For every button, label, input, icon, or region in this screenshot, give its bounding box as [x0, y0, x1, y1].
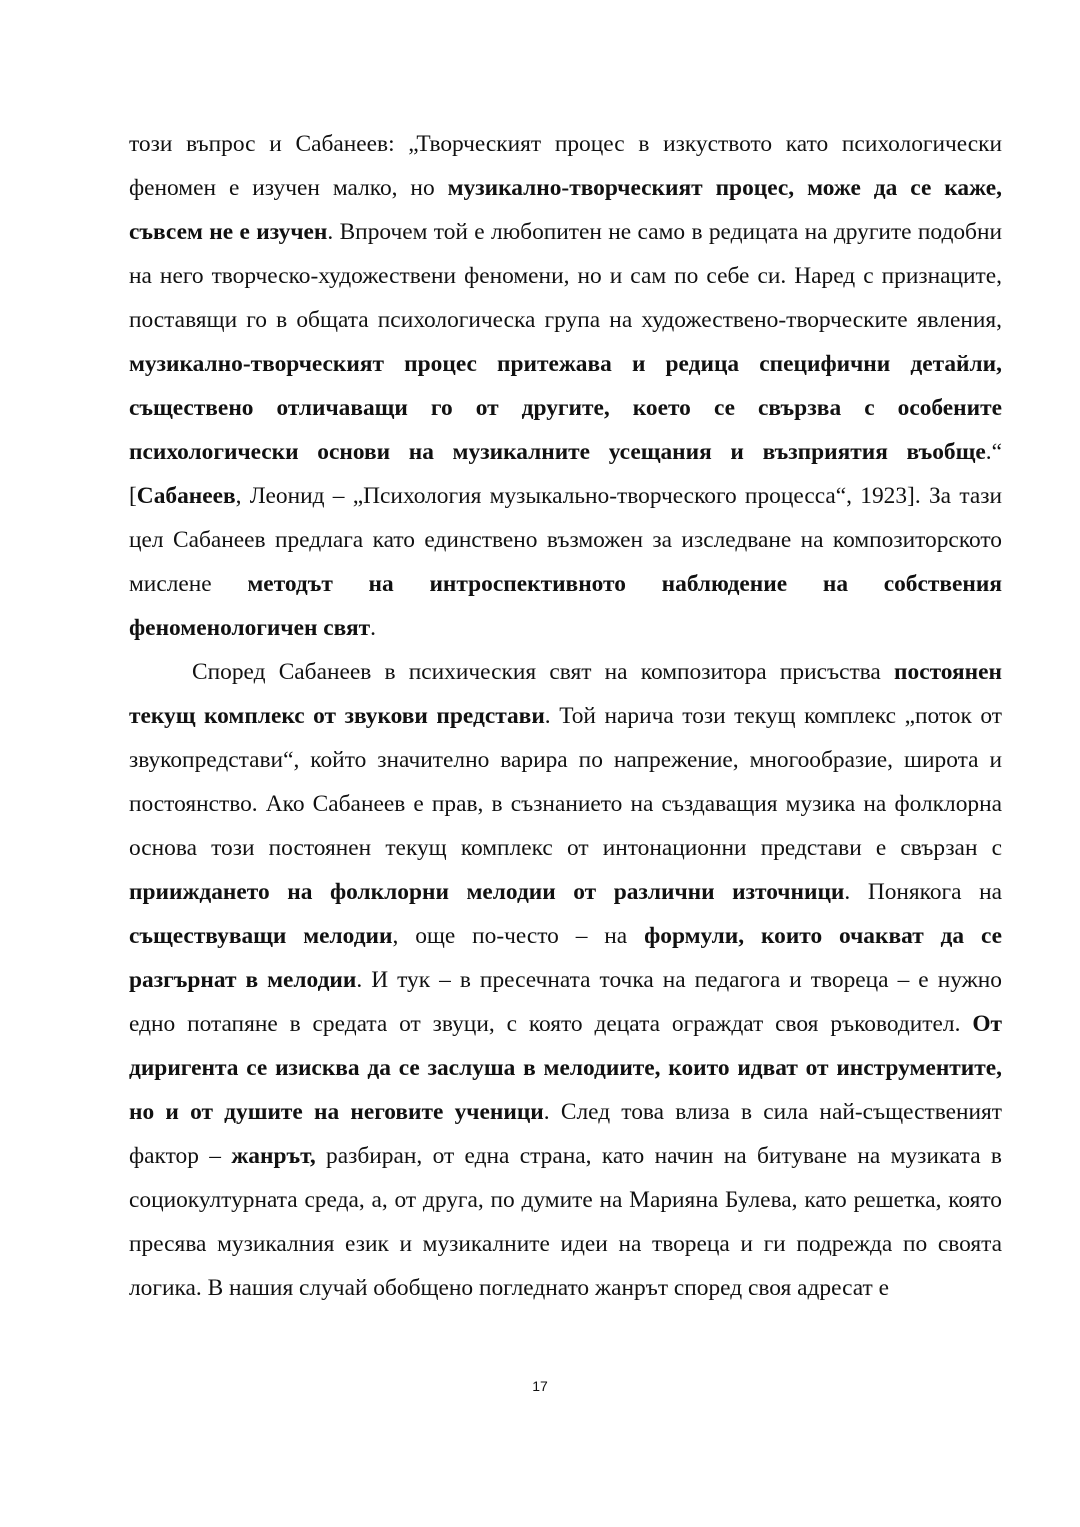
bold-text-segment: От диригента се изисква да се заслуша в мелодиите, които идват от инструментите, но и от душите на неговите ученици: [129, 1011, 1002, 1125]
bold-text-segment: формули, които очакват да се разгърнат в мелодии: [129, 923, 1002, 993]
text-segment: . Той нарича този текущ комплекс „поток от звукопредстави“, който значително варира по напрежение, многообразие, широта и постоянство. Ако Сабанеев е прав, в съзнанието на създаващия музика на фолклорна основа този постоянен текущ комплекс от интонационни представи е свързан с: [129, 703, 1002, 861]
text-segment: . И тук – в пресечната точка на педагога и твореца – е нужно едно потапяне в средата от звуци, с която децата ограждат своя ръководител.: [129, 967, 1002, 1037]
text-segment: . След това влиза в сила най-същественият фактор –: [129, 1099, 1002, 1169]
text-segment: , още по-често – на: [392, 923, 645, 949]
bold-text-segment: прииждането на фолклорни мелодии от различни източници: [129, 879, 845, 905]
text-segment: разбиран, от една страна, като начин на битуване на музиката в социокултурната среда, а, от друга, по думите на Марияна Булева, като решетка, която пресява музикалния език и музикалните идеи на твореца и ги подрежда по своята логика. В нашия случай обобщено погледнато жанрът според своя адресат е: [129, 1143, 1002, 1301]
page-number: 17: [532, 1378, 548, 1394]
text-segment: . Впрочем той е любопитен не само в редицата на другите подобни на него творческо-художествени феномени, но и сам по себе си. Наред с признаците, поставящи го в общата психологическа група на художествено-творческите явления,: [129, 219, 1002, 333]
paragraph: [129, 122, 1002, 650]
bold-text-segment: музикално-творческият процес притежава и редица специфични детайли, съществено отличаващи го от другите, което се свързва с особените психологически основи на музикалните усещания и възприятия въобще: [129, 351, 1002, 465]
document-body: [129, 122, 1002, 1310]
text-segment: . Понякога на: [844, 879, 1002, 905]
text-segment: , Леонид – „Психология музыкально-творческого процесса“, 1923]. За тази цел Сабанеев предлага като единствено възможен за изследване на композиторското мислене: [129, 483, 1002, 597]
text-segment: този въпрос и Сабанеев: „Творческият процес в изкуството като психологически феномен е изучен малко, но: [129, 131, 1002, 201]
text-segment: .: [370, 615, 376, 641]
paragraph: [129, 650, 1002, 1310]
bold-text-segment: постоянен текущ комплекс от звукови представи: [129, 659, 1002, 729]
bold-text-segment: съществуващи мелодии: [129, 923, 393, 949]
bold-text-segment: жанрът,: [231, 1143, 316, 1169]
bold-text-segment: Сабанеев: [136, 483, 236, 509]
bold-text-segment: методът на интроспективното наблюдение на собствения феноменологичен свят: [129, 571, 1002, 641]
text-segment: Според Сабанеев в психическия свят на композитора присъства: [192, 659, 895, 685]
text-segment: .“ [: [129, 439, 1002, 509]
bold-text-segment: музикално-творческият процес, може да се каже, съвсем не е изучен: [129, 175, 1002, 245]
